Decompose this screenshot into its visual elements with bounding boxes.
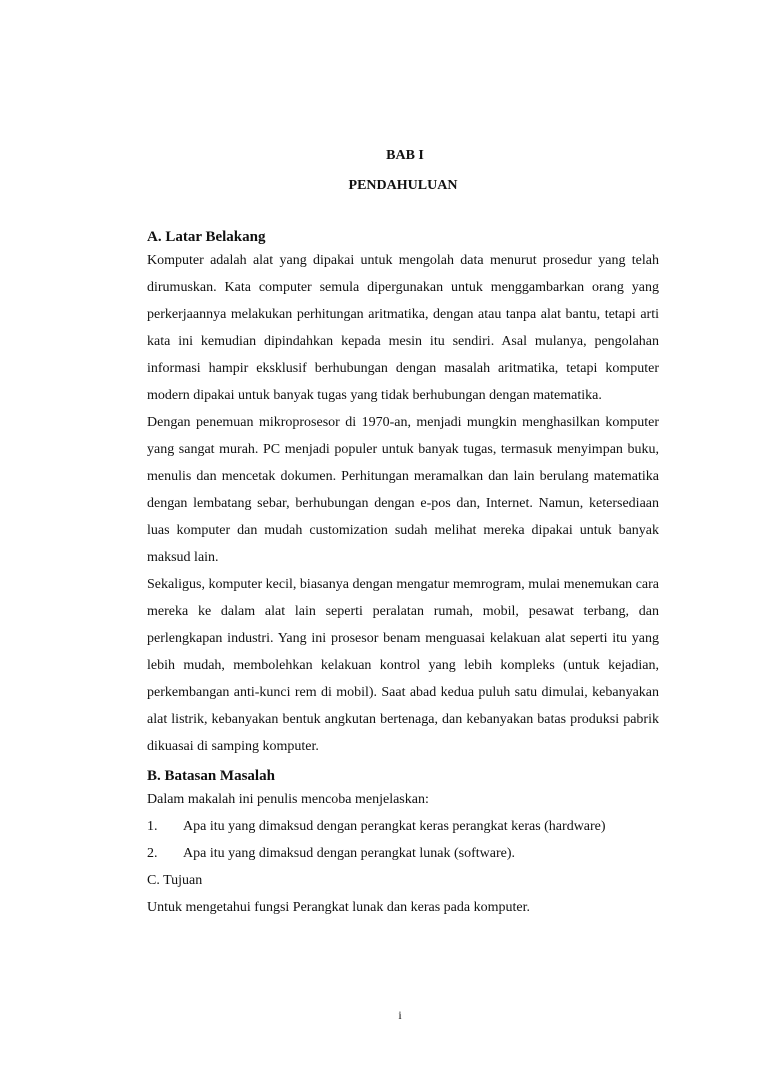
paragraph-3: Sekaligus, komputer kecil, biasanya dengan mengatur memrogram, mulai menemukan cara mereka ke dalam alat lain seperti peralatan rumah, mobil, pesawat terbang, dan perlengkapan industri. Yang ini prosesor benam menguasai kelakuan alat seperti itu yang lebih mudah, membolehkan kelakuan kontrol yang lebih kompleks (untuk kejadian, perkembangan anti-kunci rem di mobil). Saat abad kedua puluh satu dimulai, kebanyakan alat listrik, kebanyakan bentuk angkutan bertenaga, dan kebanyakan batas produksi pabrik dikuasai di samping komputer.: [147, 577, 659, 754]
list-item: [147, 840, 659, 867]
list-marker: 2.: [147, 846, 158, 861]
tujuan-text: Untuk mengetahui fungsi Perangkat lunak dan keras pada komputer.: [147, 900, 530, 915]
section-heading-tujuan: C. Tujuan: [147, 873, 203, 888]
batasan-intro: Dalam makalah ini penulis mencoba menjelaskan:: [147, 792, 429, 807]
page-number: i: [398, 1008, 402, 1022]
list-item-text: Apa itu yang dimaksud dengan perangkat keras perangkat keras (hardware): [183, 819, 606, 834]
section-heading-batasan-masalah: B. Batasan Masalah: [147, 768, 275, 784]
list-item-text: Apa itu yang dimaksud dengan perangkat lunak (software).: [183, 846, 516, 861]
chapter-number: BAB I: [386, 148, 424, 163]
paragraph-1: Komputer adalah alat yang dipakai untuk mengolah data menurut prosedur yang telah dirumuskan. Kata computer semula dipergunakan untuk menggambarkan orang yang perkerjaannya melakukan perhitungan aritmatika, dengan atau tanpa alat bantu, tetapi arti kata ini kemudian dipindahkan kepada mesin itu sendiri. Asal mulanya, pengolahan informasi hampir eksklusif berhubungan dengan masalah aritmatika, tetapi komputer modern dipakai untuk banyak tugas yang tidak berhubungan dengan matematika.: [147, 253, 659, 403]
chapter-title: PENDAHULUAN: [348, 178, 458, 193]
batasan-list: [147, 813, 659, 867]
section-heading-latar-belakang: A. Latar Belakang: [147, 229, 266, 245]
paragraph-2: Dengan penemuan mikroprosesor di 1970-an, menjadi mungkin menghasilkan komputer yang sangat murah. PC menjadi populer untuk banyak tugas, termasuk menyimpan buku, menulis dan mencetak dokumen. Perhitungan meramalkan dan lain berulang matematika dengan lembatang sebar, berhubungan dengan e-pos dan, Internet. Namun, ketersediaan luas komputer dan mudah customization sudah melihat mereka dipakai untuk banyak maksud lain.: [147, 415, 659, 565]
list-item: [147, 813, 659, 840]
list-marker: 1.: [147, 819, 158, 834]
document-page: [147, 139, 659, 921]
